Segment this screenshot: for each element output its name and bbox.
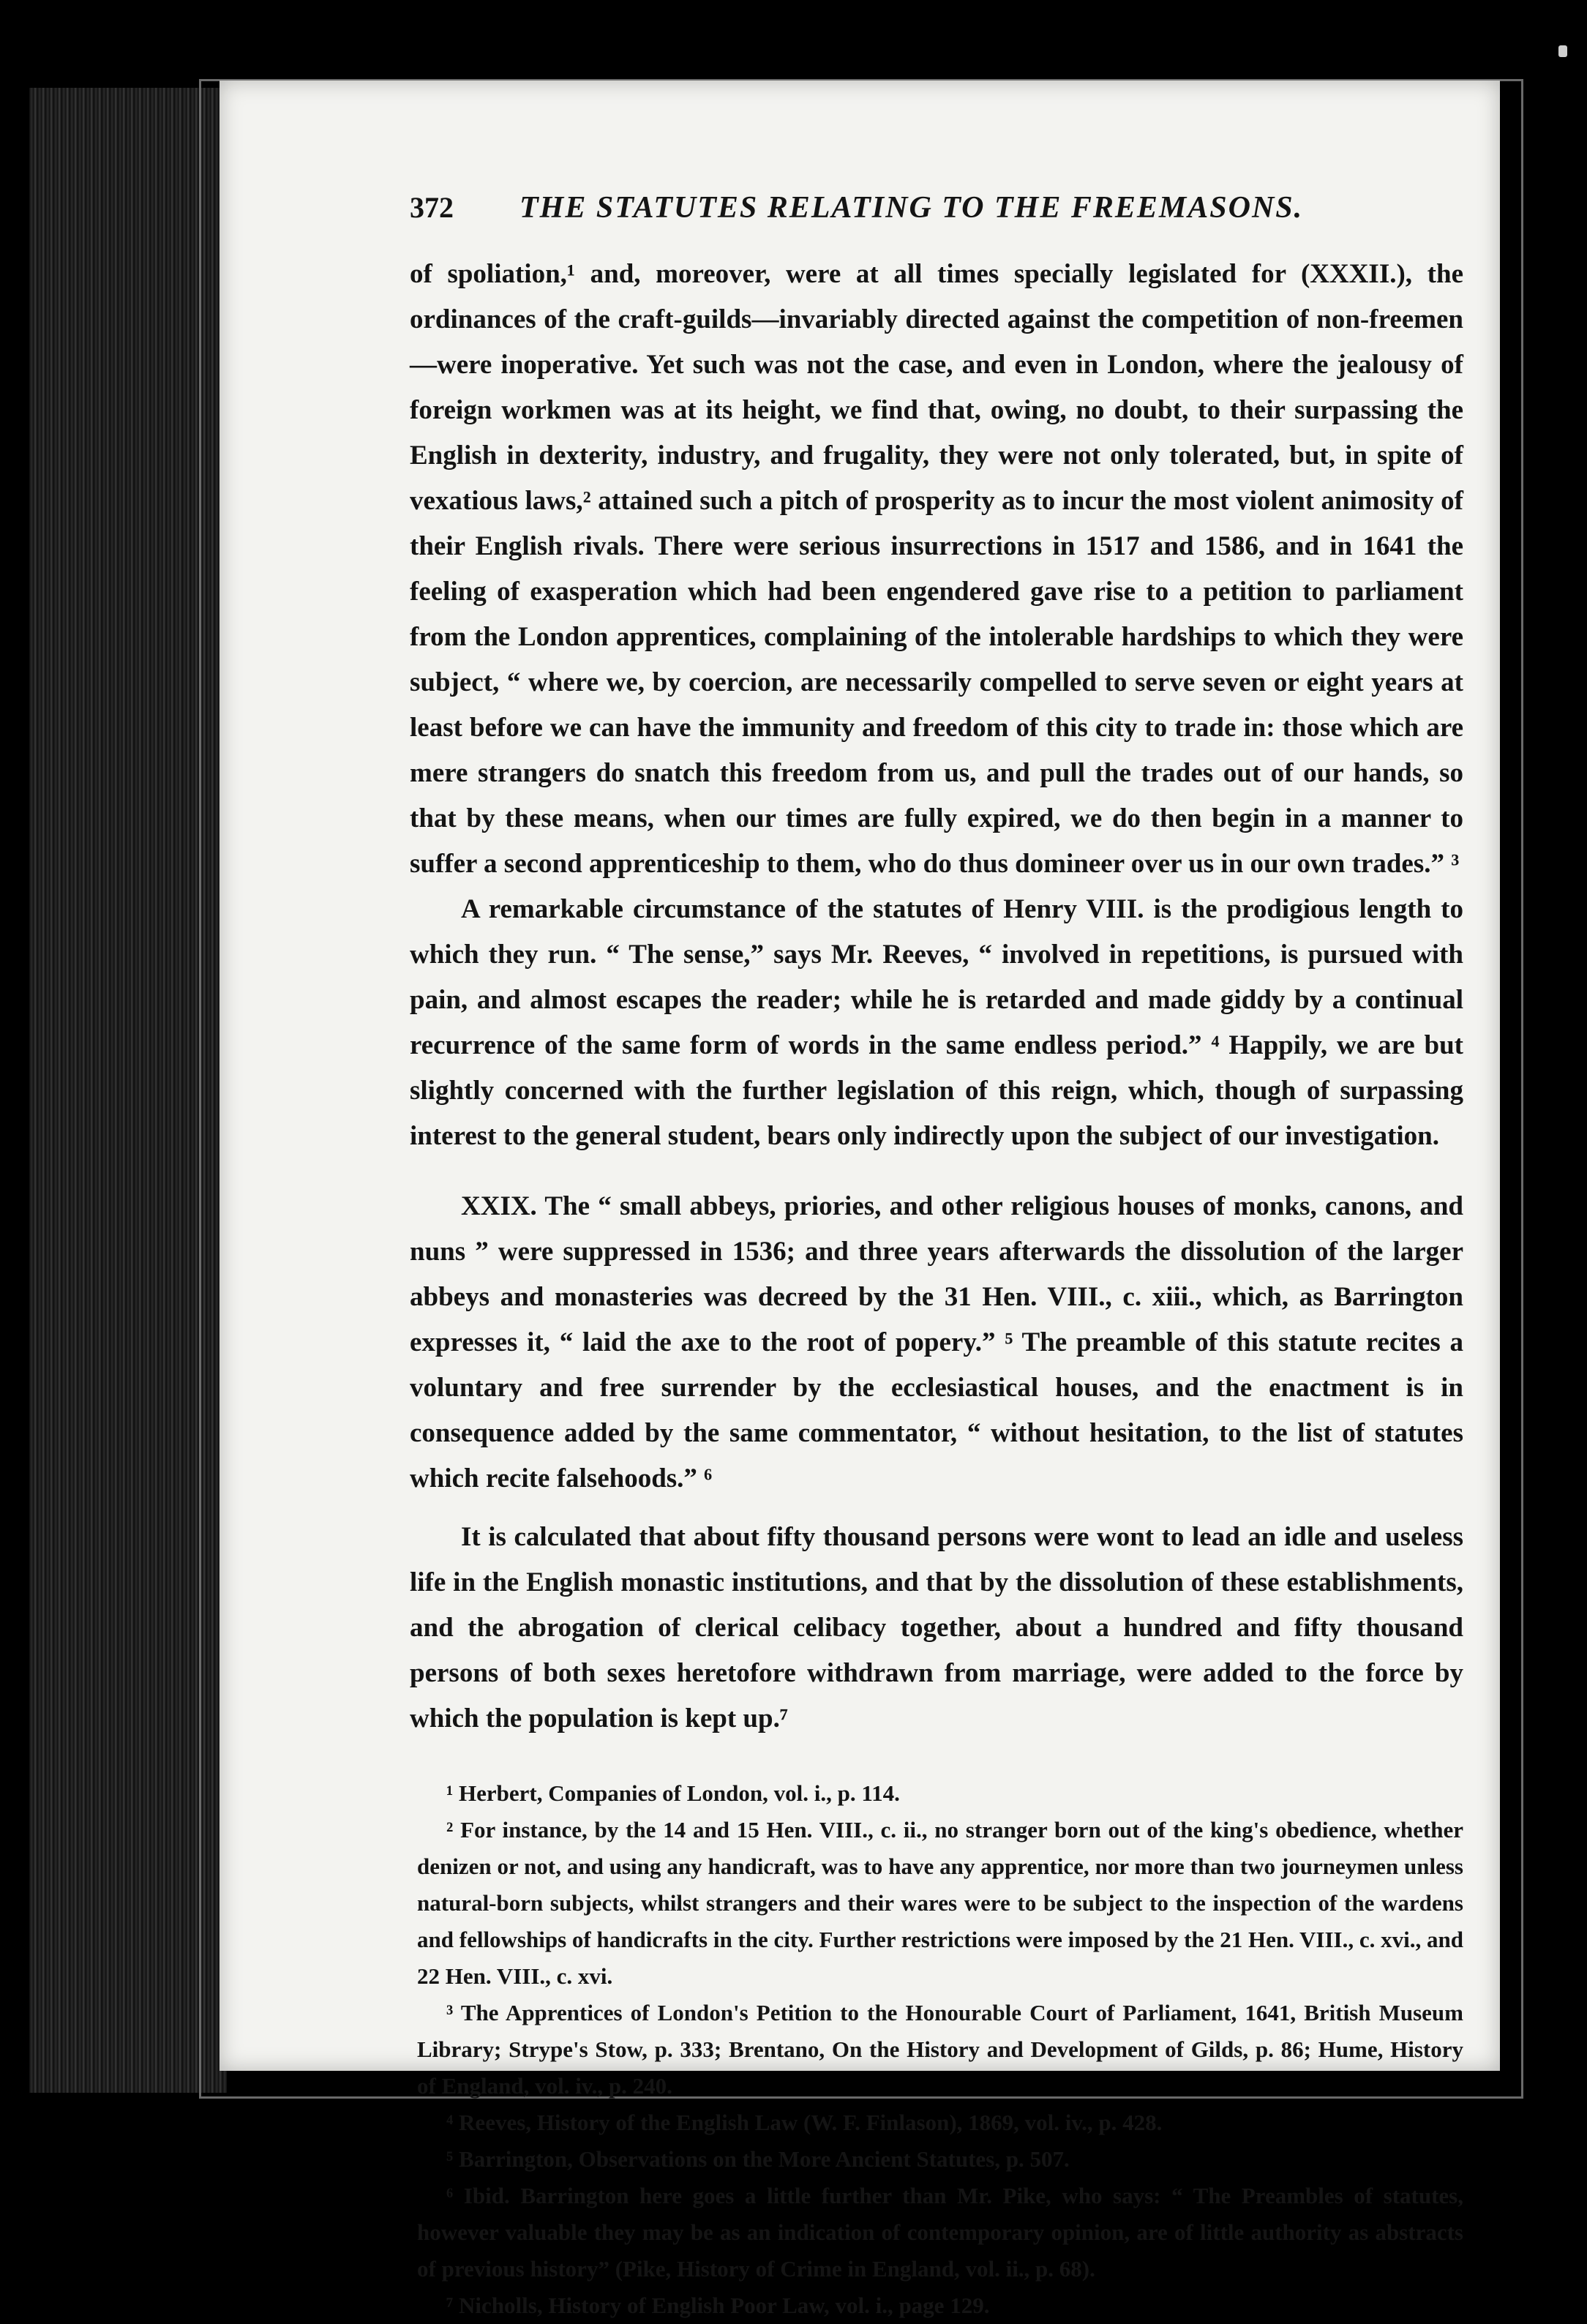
footnote-6: ⁶ Ibid. Barrington here goes a little further than Mr. Pike, who says: “ The Preambles of statutes, however valuable they may be as an indication of contemporary opinion, are of little authority as abstracts of previous history” (Pike, History of Crime in England, vol. ii., p. 68). [417, 2183, 1463, 2282]
paragraph-spoliation: of spoliation,¹ and, moreover, were at all times specially legislated for (XXXII.), the ordinances of the craft-guilds—invariably directed against the competition of non-freemen—were inoperative. Yet such was not the case, and even in London, where the jealousy of foreign workmen was at its height, we find that, owing, no doubt, to their surpassing the English in dexterity, industry, and frugality, they were not only tolerated, but, in spite of vexatious laws,² attained such a pitch of prosperity as to incur the most violent animosity of their English rivals. There were serious insurrections in 1517 and 1586, and in 1641 the feeling of exasperation which had been engendered gave rise to a petition to parliament from the London apprentices, complaining of the intolerable hardships to which they were subject, “ where we, by coercion, are necessarily compelled to serve seven or eight years at least before we can have the immunity and freedom of this city to trade in: those which are mere strangers do snatch this freedom from us, and pull the trades out of our hands, so that by these means, when our times are fully expired, we do then begin in a manner to suffer a second apprenticeship to them, who do thus domineer over us in our own trades.” ³ [410, 259, 1463, 879]
running-head [410, 190, 1463, 225]
paragraph-henry-viii-statutes: A remarkable circumstance of the statutes of Henry VIII. is the prodigious length to which they run. “ The sense,” says Mr. Reeves, “ involved in repetitions, is pursued with pain, and almost escapes the reader; while he is retarded and made giddy by a continual recurrence of the same form of words in the same endless period.” ⁴ Happily, we are but slightly concerned with the further legislation of this reign, which, though of surpassing interest to the general student, bears only indirectly upon the subject of our investigation. [410, 894, 1463, 1151]
running-title: THE STATUTES RELATING TO THE FREEMASONS. [519, 191, 1304, 225]
scan-speck [1558, 45, 1567, 57]
section-xxix-paragraph: XXIX. The “ small abbeys, priories, and other religious houses of monks, canons, and nuns ” were suppressed in 1536; and three years afterwards the dissolution of the larger abbeys and monasteries was decreed by the 31 Hen. VIII., c. xiii., which, as Barrington expresses it, “ laid the axe to the root of popery.” ⁵ The preamble of this statute recites a voluntary and free surrender by the ecclesiastical houses, and the enactment is in consequence added by the same commentator, “ without hesitation, to the list of statutes which recite falsehoods.” ⁶ [410, 1191, 1463, 1493]
footnote-5: ⁵ Barrington, Observations on the More Ancient Statutes, p. 507. [446, 2146, 1070, 2172]
footnote-3: ³ The Apprentices of London's Petition to the Honourable Court of Parliament, 1641, British Museum Library; Strype's Stow, p. 333; Brentano, On the History and Development of Gilds, p. 86; Hume, History of England, vol. iv., p. 240. [417, 2000, 1463, 2099]
footnotes [417, 1775, 1463, 2324]
page-content [410, 190, 1463, 2324]
footnote-4: ⁴ Reeves, History of the English Law (W. F. Finlason), 1869, vol. iv., p. 428. [446, 2110, 1163, 2135]
body-text [410, 252, 1463, 1742]
page-number: 372 [410, 191, 454, 224]
footnote-7: ⁷ Nicholls, History of English Poor Law, vol. i., page 129. [446, 2293, 990, 2318]
book-page-edges [29, 88, 227, 2093]
footnote-1: ¹ Herbert, Companies of London, vol. i., p. 114. [446, 1780, 900, 1806]
paragraph-monastic-population: It is calculated that about fifty thousand persons were wont to lead an idle and useless life in the English monastic institutions, and that by the dissolution of these establishments, and the abrogation of clerical celibacy together, about a hundred and fifty thousand persons of both sexes heretofore withdrawn from marriage, were added to the force by which the population is kept up.⁷ [410, 1522, 1463, 1733]
book-page [220, 80, 1500, 2318]
footnote-2: ² For instance, by the 14 and 15 Hen. VIII., c. ii., no stranger born out of the king's obedience, whether denizen or not, and using any handicraft, was to have any apprentice, nor more than two journeymen unless natural-born subjects, whilst strangers and their wares were to be subject to the inspection of the wardens and fellowships of handicrafts in the city. Further restrictions were imposed by the 21 Hen. VIII., c. xvi., and 22 Hen. VIII., c. xvi. [417, 1817, 1463, 1989]
